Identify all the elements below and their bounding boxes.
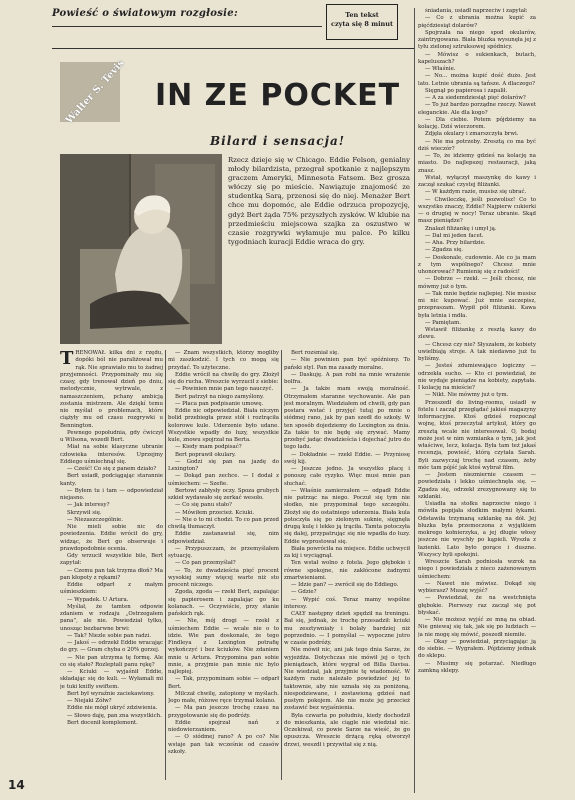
paragraph: RENOWAŁ kilka dni z rzędu, dopóki ból nie paraliżował mu rąk. Nie sprawiało mu to żadnej przyjemności. Przypominały mu się czasy, gdy trenował dzień po dniu, metodycznie, wytrwale, z namaszczeniem, pchany ambicją zostania mistrzem. Ale dziękí temu nie myślał o problemach, które ciążyły mu od czasu rozgrywki u Bennington.	[60, 350, 163, 429]
paragraph: Eddie nie mógł ukryć zdziwienia.	[67, 705, 158, 712]
paragraph: — Co pan przemyślał?	[175, 560, 236, 567]
article-lead: Rzecz dzieje się w Chicago. Eddie Felson, genialny młody bilardzista, przegrał spotkanie z najlepszym graczem Ameryki, Minnesota Fatsem. Bez grosza włóczy się po mieście. Nawiązuje znajomość ze studentką Sarą, przenosi się do niej. Menażer Bert chce mu dopomóc, ale Eddie odrzuca propozycję, gdyż Bert żąda 75% przyszłych zysków. W klubie na przedmieściu miejscowa szajka za oszustwo w czasie rozgrywki wyłamuje mu palce. Po kilku tygodniach kuracji Eddie wraca do gry.	[228, 156, 410, 246]
title-rule	[52, 48, 414, 49]
paragraph: — Mówisz o sukienkach, butach, kapeluszach?	[418, 51, 536, 65]
paragraph: Wstał, wyłączył maszynkę do kawy i zaczął szukać czystej filiżanki.	[418, 174, 536, 188]
paragraph: — Jakoś — odrzekł Eddie wracając do gry. — Gram chyba o 20% gorzej.	[60, 640, 163, 654]
paragraph: — Kiedy mam podpisać?	[175, 444, 242, 451]
paragraph: — Tak mnie będzie najlepiej. Nie musisz mi nic kupować. Już mnie zaczepisz, przepraszam. Wypił pół filiżanki. Kawa była letnia i mdła.	[418, 290, 536, 319]
paragraph: — Byłem tu i tam — odpowiedział niejasno.	[60, 487, 163, 501]
paragraph: — Dał mi jeden facet.	[425, 232, 484, 239]
paragraph: — To już bardzo porządne rzeczy. Nawet eleganckie. Ale dla kogo?	[418, 102, 536, 116]
paragraph: — Tak, przypominam sobie — odparł Bert.	[168, 676, 279, 690]
paragraph: — Dokładnie — rzekł Eddie. — Przyniosę swój kij.	[284, 451, 410, 465]
paragraph: Bert poprawił okulary.	[175, 451, 236, 458]
paragraph: — Jak interesy?	[67, 502, 110, 509]
paragraph: Była czwarta po południu, kiedy dochodził do mieszkania, ale ciągle nie wiedział nic. Oczekiwał, co powie Sarze na wieść, że go opuszcza. Wreszcie drżącą ręką otworzył drzwi, weszdł i przywitał się z nią.	[284, 712, 410, 748]
paragraph: Eddie nic odpowiedział. Biała niczym bolid przebiegła przez stół i roztrąciła kolorowe kule. Uderzenie było udane. Wszystkie wpadły do łuzy, wszystkie kule, znowu spojrzał na Berta.	[168, 408, 279, 443]
paragraph: — Słowo daję, pan zna wszystkich.	[67, 712, 162, 719]
text-column-3	[284, 350, 410, 780]
paragraph: — Dla ciebie. Potem pójdziemy na kolację. Dziś wieczorem.	[418, 116, 536, 130]
paragraph: Nie mieli sobie nic do powiedzenia. Eddie wrócił do gry, widząc, że Bert go obserwuje i prawdopodobnie ocenia.	[60, 524, 163, 552]
paragraph: — Musimy się potarzać. Niedługo zamkną sklepy.	[418, 660, 536, 674]
paragraph: śniadania, usiadł naprzeciw i zapytał:	[425, 8, 528, 14]
paragraph: Bert był wyraźnie zaciekawiony.	[67, 690, 155, 697]
paragraph: — Właśnie.	[425, 66, 456, 72]
paragraph: — W każdym razie, musisz się ubrać.	[425, 189, 527, 196]
paragraph: Usiadła na stołku naprzeciw niego i mówiła popijała słodkim małymi łykami. Odstawiła trzymaną szklankę na dół. Jej bluzka była przemoczona z wyjątkiem mokrego kołnierzyka, a jej długie włosy jeszcze nie wyschły po kąpieli. Wyszła z łazienki. Lato było gorące i duszne. Wszyscy byli spokojni.	[418, 501, 536, 558]
paragraph: — No... można kupić dość dużo. Jest lato. Letnie ubrania są tańsze. A dlaczego?	[418, 73, 536, 87]
column-rule-3	[414, 8, 415, 793]
paragraph: Pewnego popołudnia, gdy ćwiczył u Wilsona, wszedł Bert.	[60, 429, 163, 443]
column-1-paragraphs	[60, 350, 163, 727]
paragraph: — Zgadza się.	[425, 247, 464, 254]
paragraph: — Nie ma potrzeby. Zresztą co ma być dziś wieczór?	[418, 138, 536, 152]
paragraph: — To, że idziemy gdzieś na kolację na miasto. Do najlepszej restauracji, jaką znasz.	[418, 153, 536, 174]
paragraph: — Mówiłem przecież. Kciuki.	[175, 509, 255, 516]
column-3-paragraphs	[284, 350, 410, 749]
paragraph: Sięgnął po papierosa i zapalił.	[425, 87, 508, 94]
paragraph: Myślał, że tamten odpowie zdaniem w rodzaju „Ostrzegałem pana”, ale nie. Powiedział tylko, unosząc bezbarwne brwi:	[60, 603, 163, 632]
drop-cap: T	[60, 350, 74, 369]
paragraph: Zgoda, zgoda — rzekł Bert, zapalając się papierosem i zapalając go ku kolanach. — Oczywiście, przy stanie pańskich rąk.	[168, 589, 279, 617]
paragraph: — Doskonale, cudownie. Ale co ja mam z tym wspólnego? Chcesz mnie uhonorować? Rumienię się z radości!	[418, 254, 536, 275]
paragraph: — Płaca pan podpisanie umowę.	[175, 400, 264, 407]
paragraph: — Godzi się pan na jazdę do Lexington?	[168, 458, 279, 472]
paragraph: Przeszedł do living-roomu, usiadł w fotelu i zaczął przeglądać jakieś magazyny informacyjne. Ktoś gdzieś rozpoczął wojnę, ktoś przeczytał artykuł, który go zresztą wcale nie interesował. O, bodaj może jest w nim wzmianka o tym, jak jest właściwe, lecz, kolacja. Była tam też jakaś recenzja, powieść, którą czytała Sarah. Byli zazwyczaj trochę nad czasem, żeby móc tam pójść jak ktoś wybrał film.	[418, 399, 536, 471]
paragraph: — Jeszcze jedno. Ja wszystko płacę i ponoszę całe ryzyko. Więc musi mnie pan słuchać.	[284, 466, 410, 487]
paragraph: — Nawet nie mówisz. Dokąd się wybierasz? Muszę wyjść?	[418, 580, 536, 594]
author-name: Walter S. Tevis	[63, 57, 127, 127]
paragraph: — Nie, mój drogi — rzekł z uśmiechem Eddie — wcale nie o to idzie. Wie pan doskonale, że tego Findleya z Lexington potrafię wykończyć i bez kciuków. Nie zdaniem mnie u Artura. Przypomina pan sobie mnie, a przyjmie pan mnie nic bylo najlepiej.	[168, 618, 279, 675]
paragraph: — Nie możesz wyjść ze mną na obiad. Nie gniewaj się tak, jak się po ludziach — ja nie mogę się mówić, poszedł niemiłe.	[418, 617, 536, 638]
article-photo	[60, 154, 222, 344]
paragraph: Bert usiadł, podciągając starannie kanty.	[60, 473, 163, 487]
paragraph: — O siódmej rano? A po co? Nie wstaje pan tak wcześnie od czasów szkoły.	[168, 734, 279, 755]
paragraph: Bert rozśmiał się.	[291, 350, 339, 356]
paragraph: Bertowi zabłysły oczy. Spoza grubych szkieł wydawało się zerkać wesoło.	[168, 487, 279, 501]
paragraph: Biała powróciła na miejsce. Eddie uchwycił za kij i wyciągnął.	[284, 545, 410, 559]
paragraph: — Idzie pan? — zwrócił się do Eddiego.	[291, 582, 399, 588]
text-column-1	[60, 350, 163, 780]
paragraph: — Pamiętam.	[425, 319, 461, 326]
paragraph: Bert patrzył na niego zamyślony.	[175, 393, 265, 400]
paragraph: Eddie wrócił na chwilę do gry. Złożył się do rucha. Wreszcie wyrzucił z siebie:	[168, 371, 279, 385]
column-rule-2	[281, 350, 282, 780]
paragraph: — Wypić coś. Teraz mamy wspólne interesy.	[284, 596, 410, 610]
note-line-1: Ten tekst	[345, 11, 379, 19]
note-line-2: czyta się 8 minut	[330, 20, 394, 28]
paragraph: — Tak? Niezle sobie pan radzi.	[67, 632, 151, 639]
paragraph: — Nikt. Nie mówmy już o tym.	[425, 392, 509, 399]
paragraph: Spojrzała na niego spod okularów, zaintrygowana. Biała bluzka wysunęła jej z tyłu zielonej sztruksowej spódnicy.	[418, 29, 536, 51]
paragraph: Eddie odparł z małym uśmieszkiem:	[60, 582, 163, 596]
paragraph: — Znam wszystkich, którzy mogliby mi zaszkodzić. I tych co mogą się przydać. To użyteczne.	[168, 350, 279, 371]
paragraph: Milczał chwilę, zatopiony w myślach. Jego małe, różowe ręce trzymał kolano.	[168, 690, 279, 704]
paragraph: — Nie powinien pan być spóźniony. To pański styl. Pan ma zasady moralne.	[284, 357, 410, 371]
header-rule	[52, 26, 322, 27]
text-column-4	[418, 8, 536, 793]
paragraph: — Niejaki Zółw?	[67, 698, 112, 704]
paragraph: — Czemu pan tak trzyma dłoń? Ma pan kłopoty z rękami?	[60, 567, 163, 581]
paragraph: — Dokąd pan zechce. — I dodał z uśmiechem: — Szefie.	[168, 473, 279, 487]
paragraph: — To, że dwadzieścia pięć procent wysokiej sumy więcej warte niż sto procent niczego.	[168, 567, 279, 588]
series-label: Powieść o światowym rozgłosie:	[52, 8, 238, 19]
paragraph: — Wypadek. U Artura.	[67, 596, 129, 603]
paragraph: Miał na sobie klasyczne ubranie człowieka interesów. Uprzejmy Eddiego uśmiechnął się.	[60, 444, 163, 465]
paragraph: — Okay — powiedział, przyciągając ją do siebie. — Wygrałem. Pójdziemy jednak do sklepu.	[418, 638, 536, 660]
article-subtitle: Bilard i sensacja!	[210, 134, 345, 148]
paragraph: — Właśnie zamierzałem — odpadł Eddie nie patrząc na niego. Poczuł się tym nie słodko, nie przypominał tego szczegółu. Złożył się do ostatniego uderzenia. Biała kula potoczyła się po zielonym suknie, sięgnęła drugą kulę i lekko ją trąciła. Tamta potoczyła się dalej, przypatrując się nie wpadła do łuzy. Eddie wyprostował się.	[284, 487, 410, 545]
paragraph: — Powiedział, że na westchnięta głębokie. Pierwszy raz zaczął się pot błyskać.	[418, 595, 536, 616]
paragraph: — Dobrze — rzekł. — Jeśli chcesz, nie mówmy już o tym.	[418, 276, 536, 290]
paragraph: — Daskuję. A pan robi na mnie wrażenie bolfra.	[284, 371, 410, 385]
paragraph: — Jestem niezmiernie czasem — powiedziała i lekko uśmiechnęła się. — Zgadza się, odrzekł zrezygnowany się to szklanki.	[418, 472, 536, 500]
paragraph: Znalazł filiżankę i umył ją.	[425, 225, 497, 232]
article-title: IN ZE POCKET	[154, 78, 401, 113]
paragraph: — Aha. Przy bilardzie.	[425, 240, 486, 246]
paragraph: — Ma pan jeszcze trochę czasu na przygotowanie się do podróży.	[168, 705, 279, 719]
paragraph: — Co się panu stało?	[175, 502, 232, 509]
paragraph: — Powinien mnie pan tego nauczyć.	[175, 386, 274, 393]
paragraph: Wreszcie Sarah podniosła wzrok na niego i powiedziała z nieco zażenowanym uśmiechem:	[418, 559, 536, 580]
paragraph: Wstawił filiżankę z resztą kawy do zlewu.	[418, 327, 536, 341]
paragraph: — Przypuszczam, że przemyślałem sytuację.	[168, 545, 279, 559]
paragraph: — Ja także mam swoją moralność. Otrzymałem staranne wychowanie. Ale pan jest moralnym. Wiedziałem od chwili, gdy pan postara wstać i przyjęć tutaj po mnie o siódmej rano, jak by pan szedł do szkoły. W ten sposób dojedziemy do Lexington za dnia. Za takie to nie będę się zrywać. Mamy przebyć jadąc dwadzieścia i dojechać jutro do tego ładu.	[284, 386, 410, 451]
paragraph: — A za siedemdziesiąt pięć dolarów?	[425, 95, 526, 101]
paragraph: Zdjęła okulary i zmarszczyła brwi.	[425, 131, 519, 138]
paragraph: — Kciuki — wyjaśnił Eddie, składając się do kuli. — Wyłamali mi je tuki knifly swiftem.	[60, 669, 163, 690]
column-2-paragraphs	[168, 350, 279, 756]
paragraph: Nie mówił nic, ani jak tego dnia Sarze, że wyjeżdża. Dotychczas nie mówił jej o tych pieniądzach, które wygrał od Billa Davisa. Nie wiedział, jak przyjmie tę wiadomość. W każdym razie należało powiedzieć jej to taktownie, aby nie uznała się za poniżoną, niespodziewane, i zostawioną gdzieś nad pustym pokojem. Ale nie może jej przecież zostawić bez wyjaśnienia.	[284, 647, 410, 712]
paragraph: CAŁY następny dzień spędził na treningu. Bał się, jednak, że trochę przesadził: kciuki mu zesztywniały i bolały bardziej niż poprzednio. — I pomyślał — wypoczne jutro w czasie podróży.	[284, 611, 410, 646]
paragraph: Gdy wrzucił wszystkie bile, Bert zapytał:	[60, 553, 163, 567]
paragraph: — Nie pan utrzyma tę formę. Ale co się stało? Rozleptali panu rękę?	[60, 654, 163, 668]
paragraph: Bert docenił komplement.	[67, 719, 138, 726]
paragraph: — Co z ubrania można kupić za pięćdziesiąt dolarów?	[418, 15, 536, 29]
paragraph: Skrzywił się.	[67, 509, 102, 516]
paragraph: — Niezaszczególnie.	[67, 516, 123, 523]
text-column-2	[168, 350, 279, 780]
column-rule-1	[165, 350, 166, 780]
paragraph: — Nie o to mi chodzi. To co pan przed chwilą tłumaczył.	[168, 516, 279, 530]
paragraph: — Jesteś zdumiewająco logiczny — odrzekła sucho. — Kto ci powiedział, że nie wydaje pieniądze na kobiety, zapytała. I kolację na mieście?	[418, 363, 536, 391]
paragraph: Ten wstał wolno z fotela. Jego głębokie i równe spokojne, nie zakłócone żadnymi zmartwieniami.	[284, 560, 410, 581]
paragraph: — Chcesz czy nie? Słyszałem, że kobiety uwielbiają stroje. A tak niedawno już tu byliśmy.	[418, 341, 536, 362]
paragraph: — Chwileczkę, jeśli pozwolisz! Co to wszystko znaczy, Eddie? Najpierw cukierki — o drugiej w nocy! Teraz ubranie. Skąd masz pieniądze?	[418, 196, 536, 225]
column-4-paragraphs	[418, 8, 536, 675]
paragraph: — Gdzie?	[291, 589, 317, 596]
paragraph: — Cześć! Co się z panem działo?	[67, 466, 157, 472]
paragraph: Eddie spojrzał nań z niedowierzaniem.	[168, 719, 279, 733]
reading-time-box	[326, 4, 398, 40]
paragraph: Eddie zastanawiał się, nim odpowiedział.	[168, 531, 279, 545]
page-number: 14	[8, 778, 25, 792]
